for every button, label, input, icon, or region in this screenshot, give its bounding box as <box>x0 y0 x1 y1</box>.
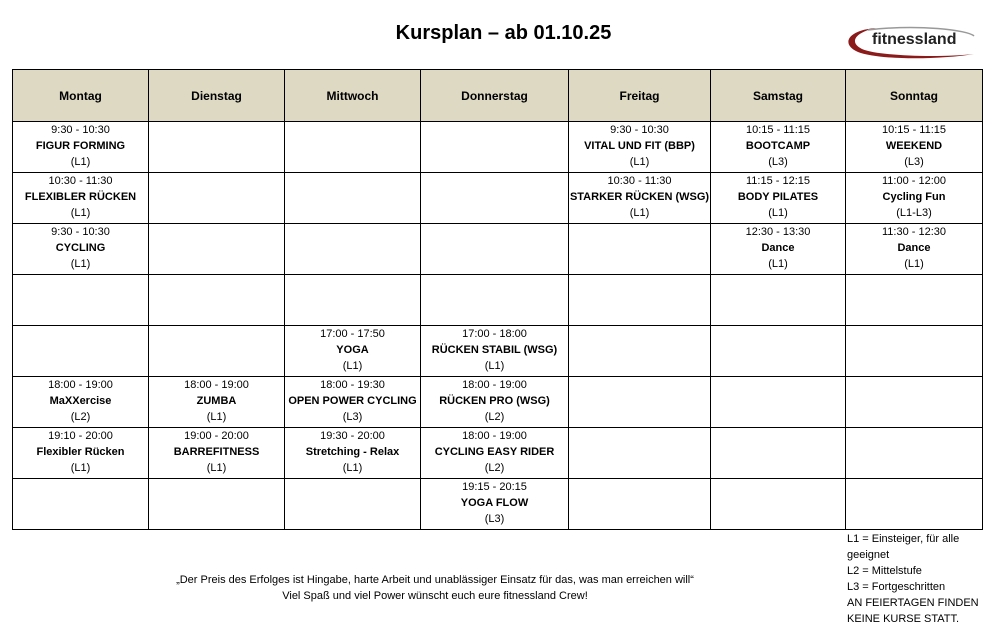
schedule-cell <box>285 275 421 326</box>
course-time: 10:30 - 11:30 <box>48 175 113 187</box>
course-name: CYCLING EASY RIDER <box>434 446 555 458</box>
schedule-cell <box>13 122 149 173</box>
course-time: 19:15 - 20:15 <box>462 481 527 493</box>
schedule-cell <box>846 173 983 224</box>
logo-text: fitnessland <box>872 31 957 48</box>
course-name: FLEXIBLER RÜCKEN <box>24 191 137 203</box>
course-time: 10:30 - 11:30 <box>607 175 672 187</box>
schedule-cell <box>149 173 285 224</box>
schedule-cell <box>285 224 421 275</box>
schedule-cell <box>13 173 149 224</box>
course-name: BODY PILATES <box>737 191 819 203</box>
schedule-cell <box>569 224 711 275</box>
motivation-quote <box>100 572 770 604</box>
table-row <box>13 377 983 428</box>
schedule-cell <box>285 428 421 479</box>
course-time: 10:15 - 11:15 <box>745 124 810 136</box>
course-time: 19:30 - 20:00 <box>320 430 385 442</box>
course-name: FIGUR FORMING <box>35 140 126 152</box>
course-level: (L1) <box>484 360 505 372</box>
course-level: (L1) <box>342 360 363 372</box>
course-time: 18:00 - 19:00 <box>184 379 249 391</box>
day-header: Donnerstag <box>421 70 569 122</box>
schedule-cell <box>569 122 711 173</box>
course-level: (L1) <box>768 258 788 270</box>
course-time: 18:00 - 19:00 <box>462 430 527 442</box>
schedule-cell <box>285 377 421 428</box>
schedule-cell <box>846 479 983 530</box>
table-header-row <box>13 70 983 122</box>
course-name: YOGA <box>336 344 369 356</box>
schedule-cell <box>149 275 285 326</box>
course-name: WEEKEND <box>885 140 943 152</box>
schedule-cell <box>711 326 846 377</box>
schedule-cell <box>846 428 983 479</box>
schedule-cell <box>711 122 846 173</box>
table-row <box>13 428 983 479</box>
schedule-cell <box>569 479 711 530</box>
table-row <box>13 275 983 326</box>
course-level: (L3) <box>768 156 788 168</box>
schedule-cell <box>285 479 421 530</box>
schedule-cell <box>711 479 846 530</box>
schedule-cell <box>285 173 421 224</box>
course-name: OPEN POWER CYCLING <box>288 395 417 407</box>
course-time: 9:30 - 10:30 <box>610 124 669 136</box>
course-time: 11:00 - 12:00 <box>881 175 946 187</box>
schedule-cell <box>569 326 711 377</box>
course-name: Dance <box>897 242 931 254</box>
course-name: BOOTCAMP <box>745 140 811 152</box>
legend-line: L1 = Einsteiger, für alle <box>847 533 960 545</box>
day-header: Samstag <box>711 70 846 122</box>
course-name: Flexibler Rücken <box>36 446 125 458</box>
schedule-cell <box>421 326 569 377</box>
course-name: STARKER RÜCKEN (WSG) <box>569 191 710 203</box>
schedule-cell <box>421 173 569 224</box>
schedule-cell <box>149 122 285 173</box>
course-time: 11:30 - 12:30 <box>881 226 946 238</box>
schedule-cell <box>569 275 711 326</box>
course-level: (L1) <box>629 207 650 219</box>
course-time: 19:10 - 20:00 <box>48 430 113 442</box>
schedule-cell <box>149 224 285 275</box>
course-level: (L1) <box>70 258 91 270</box>
course-time: 9:30 - 10:30 <box>51 124 110 136</box>
course-time: 18:00 - 19:00 <box>48 379 113 391</box>
course-level: (L2) <box>484 411 505 423</box>
table-row <box>13 479 983 530</box>
course-level: (L1) <box>70 207 91 219</box>
course-level: (L1) <box>768 207 788 219</box>
course-time: 18:00 - 19:30 <box>320 379 385 391</box>
legend-line: KEINE KURSE STATT. <box>847 613 960 625</box>
course-name: MaXXercise <box>49 395 112 407</box>
course-time: 17:00 - 18:00 <box>462 328 527 340</box>
course-name: VITAL UND FIT (BBP) <box>584 140 695 152</box>
course-time: 18:00 - 19:00 <box>462 379 527 391</box>
legend-line: L3 = Fortgeschritten <box>847 581 946 593</box>
course-name: YOGA FLOW <box>460 497 529 509</box>
quote-line: Viel Spaß und viel Power wünscht euch eure fitnessland Crew! <box>282 590 588 602</box>
schedule-cell <box>285 122 421 173</box>
schedule-cell <box>711 224 846 275</box>
level-legend <box>847 531 1007 627</box>
schedule-cell <box>13 479 149 530</box>
course-name: CYCLING <box>55 242 106 254</box>
schedule-cell <box>149 377 285 428</box>
table-row <box>13 326 983 377</box>
schedule-cell <box>13 275 149 326</box>
course-name: ZUMBA <box>196 395 237 407</box>
course-level: (L3) <box>484 513 505 525</box>
course-name: BARREFITNESS <box>173 446 260 458</box>
schedule-cell <box>846 224 983 275</box>
schedule-cell <box>149 326 285 377</box>
course-level: (L1) <box>904 258 924 270</box>
day-header: Montag <box>13 70 149 122</box>
day-header: Dienstag <box>149 70 285 122</box>
schedule-cell <box>846 326 983 377</box>
course-level: (L1-L3) <box>896 207 932 219</box>
schedule-cell <box>846 275 983 326</box>
schedule-cell <box>421 377 569 428</box>
schedule-cell <box>13 224 149 275</box>
course-level: (L1) <box>206 462 227 474</box>
course-time: 10:15 - 11:15 <box>881 124 946 136</box>
course-level: (L1) <box>342 462 363 474</box>
course-level: (L2) <box>484 462 505 474</box>
legend-line: AN FEIERTAGEN FINDEN <box>847 597 979 609</box>
table-row <box>13 224 983 275</box>
schedule-cell <box>711 428 846 479</box>
course-name: Dance <box>761 242 795 254</box>
course-level: (L3) <box>904 156 924 168</box>
day-header: Freitag <box>569 70 711 122</box>
schedule-cell <box>711 275 846 326</box>
course-time: 17:00 - 17:50 <box>320 328 385 340</box>
schedule-cell <box>285 326 421 377</box>
course-time: 19:00 - 20:00 <box>184 430 249 442</box>
course-time: 11:15 - 12:15 <box>745 175 810 187</box>
course-name: Cycling Fun <box>882 191 946 203</box>
schedule-cell <box>711 377 846 428</box>
schedule-cell <box>846 377 983 428</box>
course-name: Stretching - Relax <box>305 446 400 458</box>
course-time: 12:30 - 13:30 <box>745 226 811 238</box>
course-name: RÜCKEN PRO (WSG) <box>439 395 550 407</box>
schedule-cell <box>13 377 149 428</box>
day-header: Mittwoch <box>285 70 421 122</box>
course-name: RÜCKEN STABIL (WSG) <box>431 344 558 356</box>
course-level: (L2) <box>70 411 91 423</box>
table-row <box>13 122 983 173</box>
course-level: (L1) <box>629 156 650 168</box>
schedule-cell <box>569 173 711 224</box>
course-schedule-table <box>12 69 983 530</box>
quote-line: „Der Preis des Erfolges ist Hingabe, harte Arbeit und unablässiger Einsatz für das, was man erreichen will“ <box>176 574 694 586</box>
schedule-cell <box>421 224 569 275</box>
table-row <box>13 173 983 224</box>
course-time: 9:30 - 10:30 <box>51 226 110 238</box>
legend-line: geeignet <box>847 549 890 561</box>
schedule-cell <box>421 428 569 479</box>
schedule-cell <box>13 326 149 377</box>
schedule-cell <box>711 173 846 224</box>
schedule-cell <box>149 479 285 530</box>
fitnessland-logo <box>838 22 978 62</box>
schedule-cell <box>421 122 569 173</box>
schedule-cell <box>569 377 711 428</box>
legend-line: L2 = Mittelstufe <box>847 565 922 577</box>
day-header: Sonntag <box>846 70 983 122</box>
schedule-cell <box>569 428 711 479</box>
schedule-cell <box>421 479 569 530</box>
course-level: (L1) <box>70 462 91 474</box>
schedule-cell <box>149 428 285 479</box>
page-title: Kursplan – ab 01.10.25 <box>395 22 612 44</box>
schedule-cell <box>421 275 569 326</box>
course-level: (L3) <box>342 411 363 423</box>
schedule-cell <box>13 428 149 479</box>
course-level: (L1) <box>206 411 227 423</box>
schedule-cell <box>846 122 983 173</box>
course-level: (L1) <box>70 156 91 168</box>
